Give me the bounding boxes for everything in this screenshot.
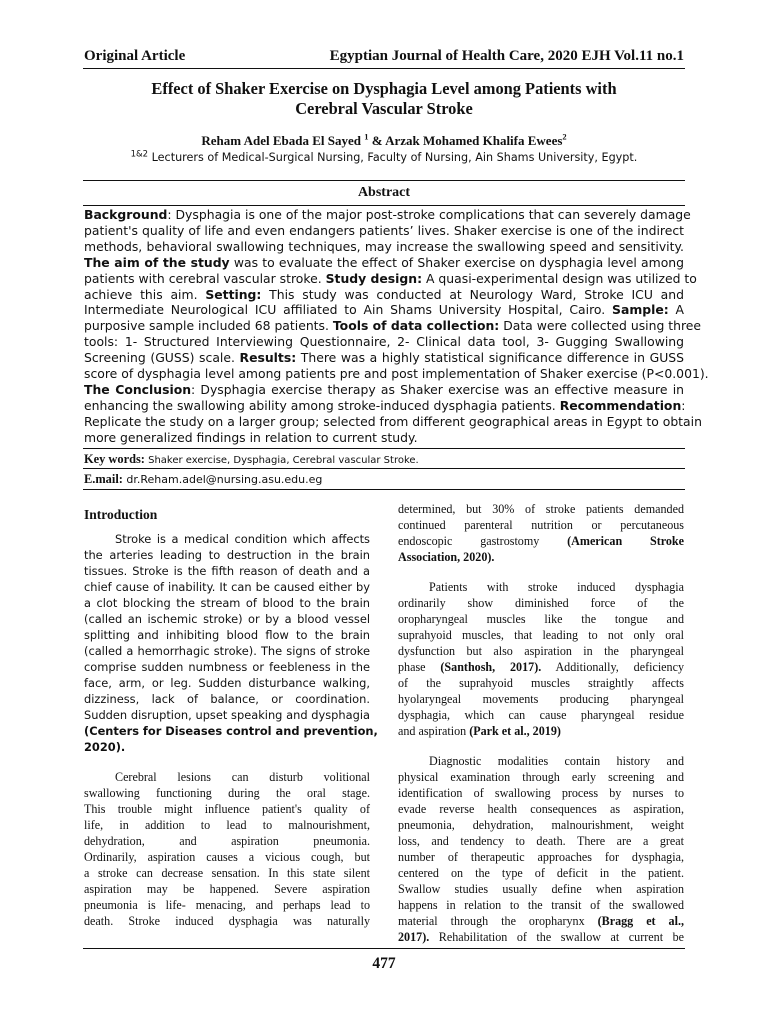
abstract-line [84,430,684,446]
text-run: was to evaluate the effect of Shaker exercise on dysphagia level among [229,254,684,270]
text-run: This study was conducted at Neurology Ward, Stroke ICU and [261,286,684,302]
bold-run: 2017). [398,930,430,944]
paragraph-line [398,518,684,534]
bold-run: Study design: [325,270,423,286]
email-label: E.mail: [84,472,123,486]
text-run: This trouble might influence patient's quality of [84,802,370,816]
paragraph-line [84,580,370,596]
paragraph-line [84,740,370,756]
text-run: splitting and inhibiting blood flow to the brain [84,628,370,642]
affiliation [84,150,684,166]
text-run: Ordinarily, aspiration causes a vicious cough, but [84,850,370,864]
bold-run: (Bragg et al., [597,914,685,928]
keywords [84,452,684,468]
abstract-body [84,207,709,446]
text-run: Replicate the study on a larger group; selected from different geographical areas in Egypt to obtain [84,413,702,429]
text-run: dehydration, and aspiration pneumonia. [84,834,370,848]
text-run: death. Stroke induced dysphagia was naturally [84,914,370,928]
paragraph-line [115,532,370,548]
article-title-line: Cerebral Vascular Stroke [295,99,473,118]
paragraph-line [398,802,684,818]
affiliation-marker: 1&2 [130,149,149,160]
paragraph-line [398,596,684,612]
paragraph-line [84,564,370,580]
text-run: Swallow studies usually define when aspiration [398,882,684,896]
email-rule [83,489,685,490]
journal-citation: Egyptian Journal of Health Care, 2020 EJH Vol.11 no.1 [329,48,684,64]
text-run: of the suprahyoid muscles straightly affects [398,676,684,690]
email-address[interactable]: dr.Reham.adel@nursing.asu.edu.eg [122,473,323,486]
paragraph-line [398,628,684,644]
paragraph-line [84,676,370,692]
abstract-line [84,413,702,430]
paragraph-line [84,596,370,612]
text-run: continued parenteral nutrition or percutaneous [398,518,684,532]
text-run: There was a highly statistical significance difference in GUSS [296,350,684,366]
text-run: Sudden disruption, upset speaking and dysphagia [84,708,370,722]
paragraph-line [84,914,370,930]
abstract-heading: Abstract [357,185,411,200]
bold-run: (Park et al., 2019) [469,724,561,738]
text-run: Data were collected using three [499,318,702,334]
text-run: tools: 1- Structured Interviewing Questionnaire, 2- Clinical data tool, 3- Gugging Swallowing [84,334,684,350]
article-title [84,79,684,119]
paragraph-line [84,612,370,628]
text-run: patients with cerebral vascular stroke. [84,270,326,286]
paragraph-line [398,914,684,930]
text-run: face, arm, or leg. Sudden disturbance walking, [84,676,370,690]
paragraph-line [398,676,684,692]
text-run: Patients with stroke induced dysphagia [429,580,684,594]
author-name: Reham Adel Ebada El Sayed [201,133,361,148]
text-run: life, in addition to lead to malnourishment, [84,818,370,832]
text-run: Intermediate Neurological ICU affiliated to Ain Shams University Hospital, Cairo. [84,302,613,318]
text-run: endoscopic gastrostomy [398,534,568,548]
text-run: oropharyngeal muscles like the tongue and [398,612,684,626]
abstract-bottom-rule [83,448,685,449]
paragraph-line [84,850,370,866]
paragraph-line [398,550,684,566]
text-run: Additionally, deficiency [541,660,685,674]
text-run: (called a hemorrhagic stroke). The signs of stroke [84,644,370,658]
affiliation-text: Lecturers of Medical-Surgical Nursing, Faculty of Nursing, Ain Shams University, Egypt. [148,151,638,164]
page-number: 477 [372,955,396,972]
paragraph-line [84,708,370,724]
bold-run: (Centers for Diseases control and prevention, [84,724,378,738]
paragraph-line [115,770,370,786]
text-run: hyolaryngeal movements producing pharyngeal [398,692,684,706]
text-run: enhancing the swallowing ability among stroke-induced dysphagia patients. [84,397,560,413]
header-rule [83,68,685,69]
paragraph-line [84,548,370,564]
text-run: pneumonia, dehydration, malnourishment, weight [398,818,684,832]
abstract-line [84,223,684,239]
bold-run: Results: [239,350,297,366]
author-separator: & [368,133,386,148]
paragraph-line [398,850,684,866]
paragraph-line [84,802,370,818]
text-run: dysfunction but also aspiration in the pharyngeal [398,644,684,658]
text-run: centered on the type of deficit in the patient. [398,866,684,880]
abstract-line [84,302,684,318]
text-run: pneumonia is life- menacing, and perhaps lead to [84,898,370,912]
text-run: : Dysphagia exercise therapy as Shaker exercise was an effective measure in [191,381,684,397]
paragraph-line [398,818,684,834]
text-run: (called an ischemic stroke) or by a blood vessel [84,612,370,626]
text-run: number of therapeutic approaches for dysphagia, [398,850,684,864]
paragraph-line [84,866,370,882]
text-run: happens in relation to the transit of the swallowed [398,898,684,912]
paragraph-line [398,770,684,786]
keywords-rule [83,468,685,469]
text-run: physical examination through early screening and [398,770,684,784]
keywords-text: Shaker exercise, Dysphagia, Cerebral vascular Stroke. [144,455,419,466]
paragraph-line [398,834,684,850]
paragraph-line [398,644,684,660]
paragraph-line [398,534,684,550]
text-run: dysphagia, which can cause pharyngeal residue [398,708,684,722]
bold-run: Association, 2020). [398,550,495,564]
paragraph-line [429,754,684,770]
text-run: aspiration may be happened. Severe aspiration [84,882,370,896]
keywords-label: Key words: [84,452,145,466]
abstract-line [84,318,702,334]
abstract-heading-rule [83,205,685,206]
paragraph-line [84,818,370,834]
text-run: identification of swallowing process by nurses to [398,786,684,800]
abstract-line [84,382,684,398]
text-run: dizziness, lack of balance, or coordination. [84,692,370,706]
text-run: patient's quality of life and even endangers patients’ lives. Shaker exercise is one of the indirect [84,222,684,238]
paragraph-line [84,786,370,802]
bold-run: 2020). [84,740,126,754]
bold-run: The aim of the study [84,254,230,270]
paragraph-line [398,502,684,518]
abstract-line [84,398,684,414]
text-run: evade reverse health consequences as aspiration, [398,802,684,816]
abstract-line [84,350,684,366]
abstract-line [84,270,697,287]
bold-run: Tools of data collection: [332,318,500,334]
paragraph-line [398,692,684,708]
paragraph-line [398,786,684,802]
text-run: A [668,302,684,318]
bold-run: Sample: [612,302,669,318]
article-type-label: Original Article [84,48,186,64]
text-run: determined, but 30% of stroke patients demanded [398,502,684,516]
bold-run: The Conclusion [84,381,192,397]
paragraph-line [84,724,378,740]
article-title-line: Effect of Shaker Exercise on Dysphagia Level among Patients with [151,79,617,98]
abstract-line [84,255,684,271]
text-run: and aspiration [398,724,470,738]
text-run: tissues. Stroke is the fifth reason of death and a [84,564,370,578]
bold-run: (American Stroke [567,534,685,548]
text-run: methods, behavioral swallowing techniques, may increase the swallowing speed and sensitivity. [84,238,684,254]
author-affiliation-marker: 1 [364,131,369,142]
text-run: Diagnostic modalities contain history and [429,754,684,768]
abstract-line [84,287,684,303]
paragraph-line [84,644,370,660]
abstract-top-rule [83,180,685,181]
text-run: A quasi-experimental design was utilized to [422,270,697,286]
paragraph-line [84,692,370,708]
text-run: phase [398,660,441,674]
text-run: more generalized findings in relation to current study. [84,429,418,445]
paragraph-line [398,612,684,628]
paragraph-line [84,882,370,898]
abstract-line [84,366,709,382]
text-run: score of dysphagia level among patients pre and post implementation of Shaker exercise (P<0.001). [84,366,709,382]
paragraph-line [398,882,684,898]
abstract-line [84,239,684,255]
text-run: : Dysphagia is one of the major post-stroke complications that can severely damage [167,207,691,222]
text-run: the arteries leading to destruction in the brain [84,548,370,562]
text-run: Cerebral lesions can disturb volitional [115,770,370,784]
text-run: purposive sample included 68 patients. [84,318,333,334]
paragraph-line [429,580,684,596]
author-list [84,133,684,149]
introduction-heading: Introduction [84,507,158,522]
paragraph-line [84,628,370,644]
paragraph-line [84,898,370,914]
paragraph-line [84,834,370,850]
bold-run: (Santhosh, 2017). [440,660,542,674]
abstract-line [84,334,684,350]
paragraph-line [398,898,684,914]
paragraph-line [398,660,684,676]
text-run: achieve this aim. [84,286,206,302]
text-run: : [681,397,686,413]
paragraph-line [398,930,684,946]
text-run: comprise sudden numbness or feebleness in the [84,660,370,674]
text-run: a stroke can decrease sensation. In this state silent [84,866,370,880]
bold-run: Background [84,207,168,222]
author-affiliation-marker: 2 [562,131,567,142]
text-run: chief cause of inability. It can be caused either by [84,580,370,594]
author-name: Arzak Mohamed Khalifa Ewees [385,133,563,148]
paragraph-line [398,708,684,724]
text-run: Stroke is a medical condition which affects [115,532,370,546]
text-run: suprahyoid muscles, that leading to not only oral [398,628,684,642]
footer-rule [83,948,685,949]
bold-run: Setting: [205,286,262,302]
text-run: swallowing functioning during the oral stage. [84,786,370,800]
text-run: Screening (GUSS) scale. [84,350,240,366]
text-run: loss, and tendency to death. There are a great [398,834,684,848]
abstract-line [84,207,691,223]
text-run: Rehabilitation of the swallow at current be [429,930,684,944]
paragraph-line [84,660,370,676]
contact-email [84,472,684,487]
bold-run: Recommendation [559,397,682,413]
text-run: material through the oropharynx [398,914,598,928]
text-run: ordinarily show diminished force of the [398,596,684,610]
paragraph-line [398,866,684,882]
paragraph-line [398,724,684,740]
text-run: a clot blocking the stream of blood to the brain [84,596,370,610]
